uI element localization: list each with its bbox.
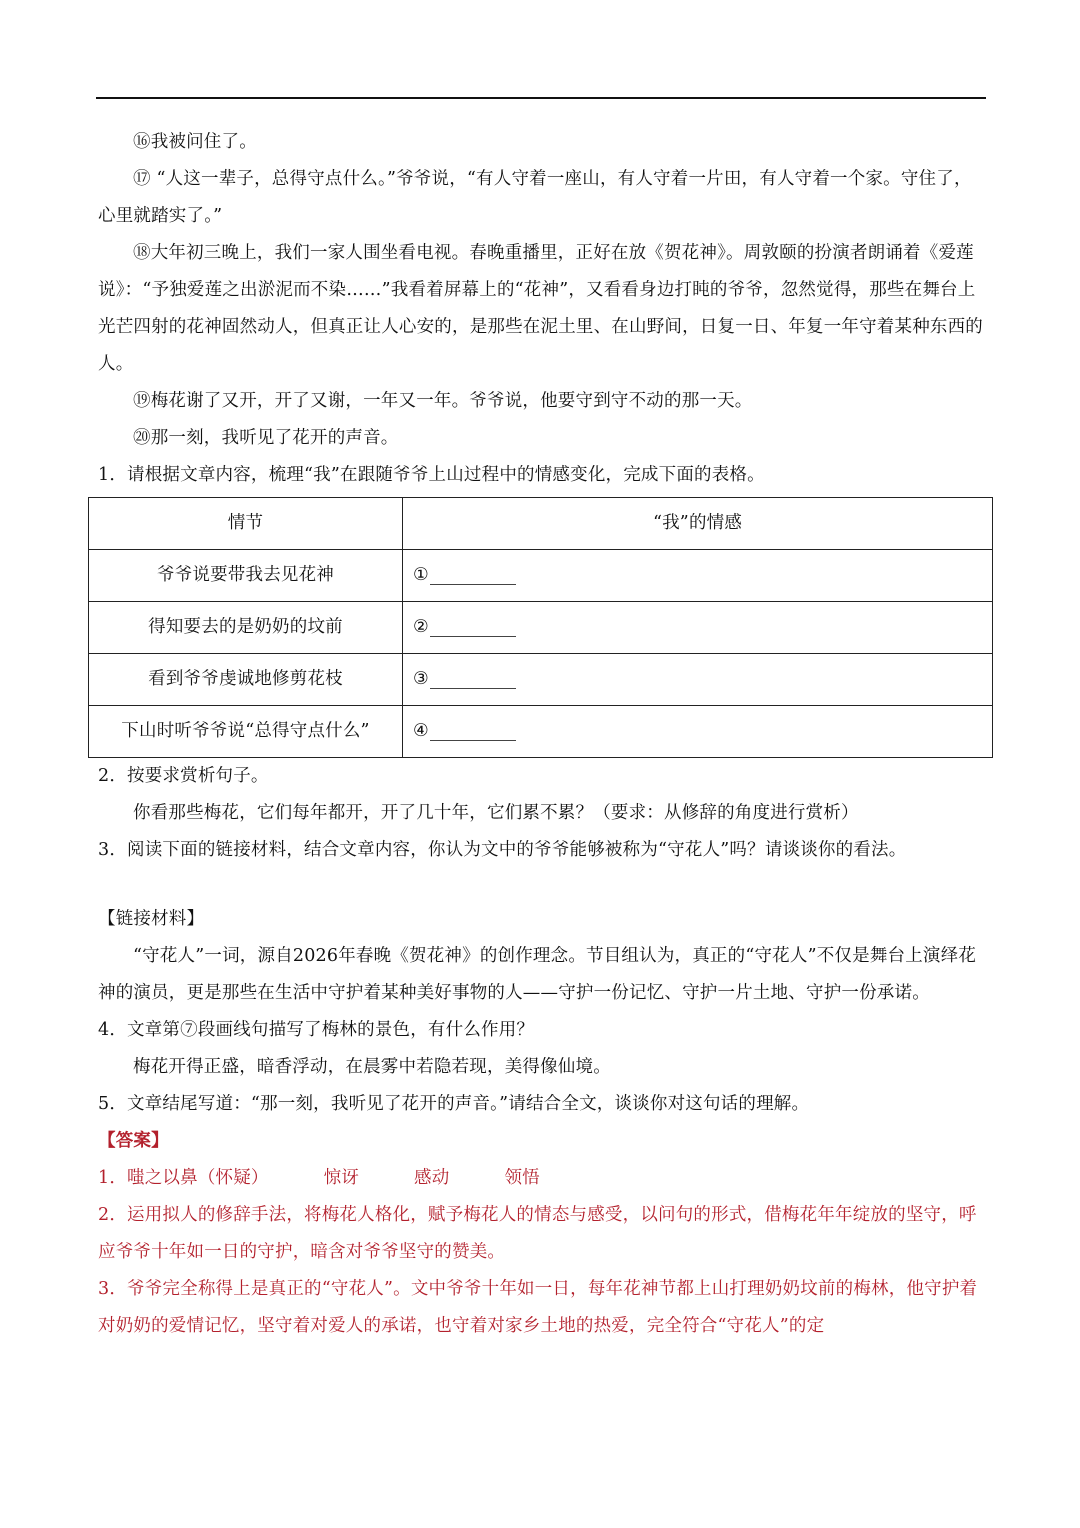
question-4: 4．文章第⑦段画线句描写了梅林的景色，有什么作用？ bbox=[98, 1020, 535, 1040]
blank-marker: ② bbox=[413, 617, 429, 637]
table-cell-answer[interactable] bbox=[403, 654, 993, 706]
question-5: 5．文章结尾写道：“那一刻，我听见了花开的声音。”请结合全文，谈谈你对这句话的理解。 bbox=[98, 1094, 810, 1114]
table-cell-answer[interactable] bbox=[403, 602, 993, 654]
answer-blank[interactable] bbox=[430, 670, 516, 689]
answer-1-item: 感动 bbox=[414, 1168, 450, 1188]
answer-3: 3．爷爷完全称得上是真正的“守花人”。文中爷爷十年如一日，每年花神节都上山打理奶奶坟前的梅林，他守护着对奶奶的爱情记忆，坚守着对爱人的承诺，也守着对家乡土地的热爱，完全符合“守花人”的定 bbox=[98, 1279, 978, 1336]
answer-1 bbox=[98, 1160, 986, 1197]
paragraph-18: ⑱大年初三晚上，我们一家人围坐看电视。春晚重播里，正好在放《贺花神》。周敦颐的扮演者朗诵着《爱莲说》：“予独爱莲之出淤泥而不染……”我看着屏幕上的“花神”，又看看身边打盹的爷爷，忽然觉得，那些在舞台上光芒四射的花神固然动人，但真正让人心安的，是那些在泥土里、在山野间，日复一日、年复一年守着某种东西的人。 bbox=[98, 243, 983, 374]
table-cell-answer[interactable] bbox=[403, 706, 993, 758]
emotion-table bbox=[88, 497, 993, 758]
header-rule bbox=[96, 97, 986, 99]
table-cell-plot: 得知要去的是奶奶的坟前 bbox=[89, 602, 403, 654]
paragraph-16: ⑯我被问住了。 bbox=[133, 132, 257, 152]
table-row bbox=[89, 654, 993, 706]
table-header-plot: 情节 bbox=[89, 498, 403, 550]
blank-space bbox=[98, 869, 986, 901]
material-title: 【链接材料】 bbox=[98, 909, 205, 929]
answer-blank[interactable] bbox=[430, 618, 516, 637]
table-row bbox=[89, 550, 993, 602]
question-2-sentence: 你看那些梅花，它们每年都开，开了几十年，它们累不累？（要求：从修辞的角度进行赏析） bbox=[133, 803, 859, 823]
material-text: “守花人”一词，源自2026年春晚《贺花神》的创作理念。节目组认为，真正的“守花人”不仅是舞台上演绎花神的演员，更是那些在生活中守护着某种美好事物的人——守护一份记忆、守护一片土地、守护一份承诺。 bbox=[98, 946, 977, 1003]
table-cell-plot: 看到爷爷虔诚地修剪花枝 bbox=[89, 654, 403, 706]
article-content bbox=[98, 124, 986, 1345]
emotion-table-wrapper bbox=[88, 497, 993, 758]
blank-marker: ① bbox=[413, 565, 429, 585]
question-2: 2．按要求赏析句子。 bbox=[98, 766, 269, 786]
answer-heading: 【答案】 bbox=[98, 1131, 169, 1151]
table-row bbox=[89, 706, 993, 758]
answer-1-prefix: 1．嗤之以鼻（怀疑） bbox=[98, 1168, 269, 1188]
answer-2: 2．运用拟人的修辞手法，将梅花人格化，赋予梅花人的情态与感受，以问句的形式，借梅花年年绽放的坚守，呼应爷爷十年如一日的守护，暗含对爷爷坚守的赞美。 bbox=[98, 1205, 977, 1262]
paragraph-19: ⑲梅花谢了又开，开了又谢，一年又一年。爷爷说，他要守到守不动的那一天。 bbox=[133, 391, 753, 411]
paragraph-20: ⑳那一刻，我听见了花开的声音。 bbox=[133, 428, 399, 448]
table-cell-plot: 下山时听爷爷说“总得守点什么” bbox=[89, 706, 403, 758]
question-3: 3．阅读下面的链接材料，结合文章内容，你认为文中的爷爷能够被称为“守花人”吗？请谈谈你的看法。 bbox=[98, 840, 907, 860]
question-1: 1．请根据文章内容，梳理“我”在跟随爷爷上山过程中的情感变化，完成下面的表格。 bbox=[98, 465, 765, 485]
answer-1-item: 惊讶 bbox=[323, 1168, 360, 1188]
answer-1-item: 领悟 bbox=[504, 1168, 540, 1188]
blank-marker: ③ bbox=[413, 669, 429, 689]
table-header-row bbox=[89, 498, 993, 550]
question-4-sentence: 梅花开得正盛，暗香浮动，在晨雾中若隐若现，美得像仙境。 bbox=[133, 1057, 611, 1077]
blank-marker: ④ bbox=[413, 721, 429, 741]
answer-blank[interactable] bbox=[430, 566, 516, 585]
table-row bbox=[89, 602, 993, 654]
answer-blank[interactable] bbox=[430, 722, 516, 741]
table-header-emotion: “我”的情感 bbox=[403, 498, 993, 550]
table-cell-plot: 爷爷说要带我去见花神 bbox=[89, 550, 403, 602]
table-cell-answer[interactable] bbox=[403, 550, 993, 602]
paragraph-17: ⑰ “人这一辈子，总得守点什么。”爷爷说，“有人守着一座山，有人守着一片田，有人守着一个家。守住了，心里就踏实了。” bbox=[98, 169, 972, 226]
